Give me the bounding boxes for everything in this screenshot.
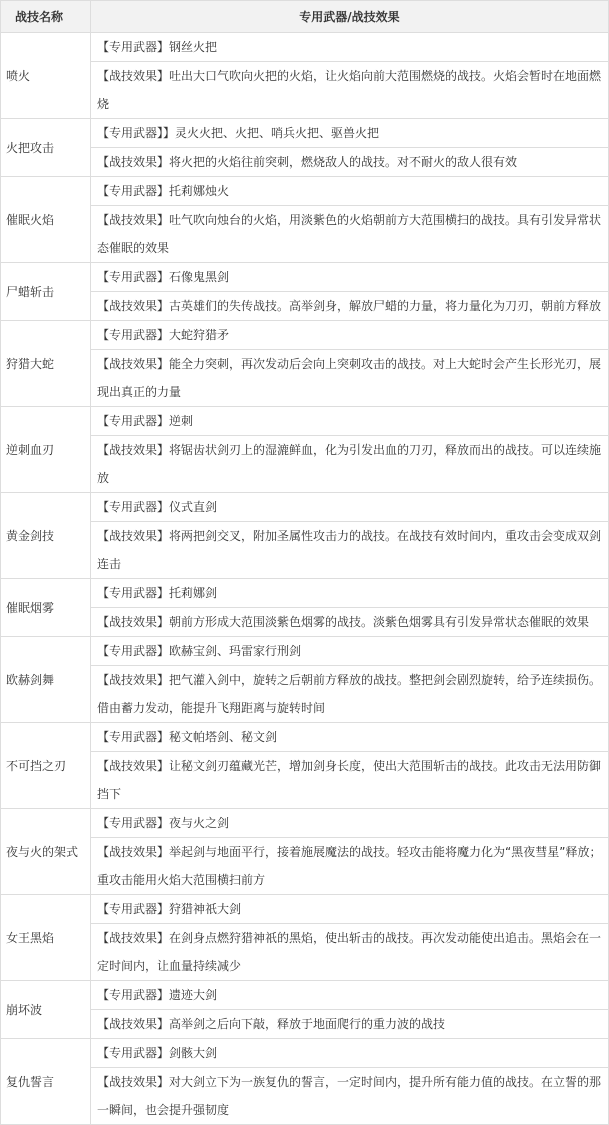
effect-value: 对大剑立下为一族复仇的誓言，一定时间内，提升所有能力值的战技。在立誓的那一瞬间，也会提升强韧度	[97, 1075, 602, 1117]
effect-cell	[91, 436, 609, 493]
effect-cell	[91, 666, 609, 723]
effect-cell	[91, 350, 609, 407]
table-row	[1, 321, 609, 350]
effect-cell	[91, 148, 609, 177]
weapon-value: 逆刺	[169, 414, 194, 428]
effect-prefix: 【战技效果】	[97, 213, 170, 227]
table-header-row	[1, 1, 609, 33]
weapon-prefix: 【专用武器】	[97, 816, 170, 830]
table-row	[1, 579, 609, 608]
effect-prefix: 【战技效果】	[97, 759, 170, 773]
effect-cell	[91, 752, 609, 809]
weapon-value: 】灵火火把、火把、哨兵火把、驱兽火把	[163, 126, 380, 140]
table-row	[1, 407, 609, 436]
skill-name: 催眠火焰	[1, 177, 91, 263]
effect-cell	[91, 522, 609, 579]
weapon-prefix: 【专用武器】	[97, 270, 170, 284]
table-row	[1, 723, 609, 752]
skill-name: 欧赫剑舞	[1, 637, 91, 723]
effect-value: 吐出大口气吹向火把的火焰，让火焰向前大范围燃烧的战技。火焰会暂时在地面燃烧	[97, 69, 602, 111]
weapon-cell	[91, 493, 609, 522]
weapon-value: 托莉娜剑	[169, 586, 218, 600]
effect-value: 将两把剑交叉，附加圣属性攻击力的战技。在战技有效时间内，重攻击会变成双剑连击	[97, 529, 602, 571]
weapon-prefix: 【专用武器】	[97, 414, 170, 428]
table-row	[1, 493, 609, 522]
effect-prefix: 【战技效果】	[97, 845, 170, 859]
skill-name: 逆刺血刃	[1, 407, 91, 493]
skill-name: 狩猎大蛇	[1, 321, 91, 407]
weapon-prefix: 【专用武器】	[97, 644, 170, 658]
skill-name: 尸蜡斩击	[1, 263, 91, 321]
table-row	[1, 33, 609, 62]
effect-prefix: 【战技效果】	[97, 1017, 170, 1031]
table-row	[1, 895, 609, 924]
skill-name: 火把攻击	[1, 119, 91, 177]
table-row	[1, 263, 609, 292]
skill-name: 不可挡之刃	[1, 723, 91, 809]
weapon-cell	[91, 119, 609, 148]
weapon-value: 欧赫宝剑、玛雷家行刑剑	[169, 644, 302, 658]
effect-cell	[91, 838, 609, 895]
weapon-cell	[91, 33, 609, 62]
effect-prefix: 【战技效果】	[97, 443, 170, 457]
effect-prefix: 【战技效果】	[97, 931, 170, 945]
effect-prefix: 【战技效果】	[97, 529, 170, 543]
effect-value: 能全力突刺，再次发动后会向上突刺攻击的战技。对上大蛇时会产生长形光刃，展现出真正的力量	[97, 357, 602, 399]
skill-name: 崩坏波	[1, 981, 91, 1039]
table-row	[1, 637, 609, 666]
weapon-prefix: 【专用武器】	[97, 126, 164, 140]
effect-prefix: 【战技效果】	[97, 69, 170, 83]
weapon-value: 仪式直剑	[169, 500, 218, 514]
weapon-cell	[91, 809, 609, 838]
weapon-prefix: 【专用武器】	[97, 184, 170, 198]
table-row	[1, 666, 609, 723]
skill-name: 喷火	[1, 33, 91, 119]
effect-prefix: 【战技效果】	[97, 155, 170, 169]
effect-value: 举起剑与地面平行，接着施展魔法的战技。轻攻击能将魔力化为“黑夜彗星”释放；重攻击能用火焰大范围横扫前方	[97, 845, 602, 887]
weapon-cell	[91, 263, 609, 292]
weapon-prefix: 【专用武器】	[97, 730, 170, 744]
effect-cell	[91, 62, 609, 119]
effect-value: 在剑身点燃狩猎神祇的黑焰，使出斩击的战技。再次发动能使出追击。黑焰会在一定时间内，让血量持续减少	[97, 931, 602, 973]
weapon-cell	[91, 723, 609, 752]
effect-value: 朝前方形成大范围淡紫色烟雾的战技。淡紫色烟雾具有引发异常状态催眠的效果	[169, 615, 590, 629]
weapon-prefix: 【专用武器】	[97, 500, 170, 514]
effect-value: 高举剑之后向下敲，释放于地面爬行的重力波的战技	[169, 1017, 446, 1031]
effect-cell	[91, 292, 609, 321]
weapon-cell	[91, 579, 609, 608]
table-row	[1, 522, 609, 579]
weapon-value: 大蛇狩猎矛	[169, 328, 230, 342]
skill-name: 复仇誓言	[1, 1039, 91, 1125]
table-row	[1, 809, 609, 838]
weapon-prefix: 【专用武器】	[97, 328, 170, 342]
weapon-value: 狩猎神祇大剑	[169, 902, 242, 916]
table-row	[1, 292, 609, 321]
effect-value: 把气灌入剑中，旋转之后朝前方释放的战技。整把剑会剧烈旋转，给予连续损伤。借由蓄力发动，能提升飞翔距离与旋转时间	[97, 673, 602, 715]
weapon-cell	[91, 895, 609, 924]
skill-name: 黄金剑技	[1, 493, 91, 579]
effect-cell	[91, 1068, 609, 1125]
weapon-cell	[91, 407, 609, 436]
effect-prefix: 【战技效果】	[97, 357, 170, 371]
effect-value: 古英雄们的失传战技。高举剑身，解放尸蜡的力量，将力量化为刀刃，朝前方释放	[169, 299, 602, 313]
skill-name: 夜与火的架式	[1, 809, 91, 895]
column-header-effect: 专用武器/战技效果	[91, 1, 609, 33]
table-row	[1, 924, 609, 981]
table-row	[1, 752, 609, 809]
table-row	[1, 1068, 609, 1125]
table-row	[1, 436, 609, 493]
table-row	[1, 838, 609, 895]
weapon-value: 遗迹大剑	[169, 988, 218, 1002]
table-row	[1, 350, 609, 407]
effect-prefix: 【战技效果】	[97, 673, 170, 687]
effect-prefix: 【战技效果】	[97, 299, 170, 313]
table-row	[1, 981, 609, 1010]
effect-cell	[91, 924, 609, 981]
table-row	[1, 1010, 609, 1039]
table-row	[1, 62, 609, 119]
weapon-prefix: 【专用武器】	[97, 40, 170, 54]
weapon-value: 石像鬼黑剑	[169, 270, 230, 284]
effect-prefix: 【战技效果】	[97, 1075, 170, 1089]
weapon-value: 夜与火之剑	[169, 816, 230, 830]
weapon-cell	[91, 321, 609, 350]
weapon-value: 剑骸大剑	[169, 1046, 218, 1060]
weapon-value: 秘文帕塔剑、秘文剑	[169, 730, 278, 744]
effect-prefix: 【战技效果】	[97, 615, 170, 629]
table-row	[1, 119, 609, 148]
effect-cell	[91, 1010, 609, 1039]
effect-value: 将锯齿状剑刃上的湿漉鲜血，化为引发出血的刀刃，释放而出的战技。可以连续施放	[97, 443, 602, 485]
effect-value: 让秘文剑刃蕴藏光芒，增加剑身长度，使出大范围斩击的战技。此攻击无法用防御挡下	[97, 759, 602, 801]
column-header-name: 战技名称	[1, 1, 91, 33]
weapon-prefix: 【专用武器】	[97, 902, 170, 916]
effect-cell	[91, 206, 609, 263]
weapon-prefix: 【专用武器】	[97, 988, 170, 1002]
skill-name: 女王黑焰	[1, 895, 91, 981]
effect-cell	[91, 608, 609, 637]
table-row	[1, 608, 609, 637]
skill-name: 催眠烟雾	[1, 579, 91, 637]
table-row	[1, 177, 609, 206]
weapon-value: 钢丝火把	[169, 40, 218, 54]
weapon-cell	[91, 637, 609, 666]
weapon-cell	[91, 1039, 609, 1068]
effect-value: 将火把的火焰往前突刺，燃烧敌人的战技。对不耐火的敌人很有效	[169, 155, 518, 169]
weapon-value: 托莉娜烛火	[169, 184, 230, 198]
table-row	[1, 206, 609, 263]
weapon-prefix: 【专用武器】	[97, 1046, 170, 1060]
weapon-cell	[91, 177, 609, 206]
effect-value: 吐气吹向烛台的火焰，用淡紫色的火焰朝前方大范围横扫的战技。具有引发异常状态催眠的效果	[97, 213, 602, 255]
table-row	[1, 1039, 609, 1068]
table-row	[1, 148, 609, 177]
weapon-prefix: 【专用武器】	[97, 586, 170, 600]
weapon-cell	[91, 981, 609, 1010]
